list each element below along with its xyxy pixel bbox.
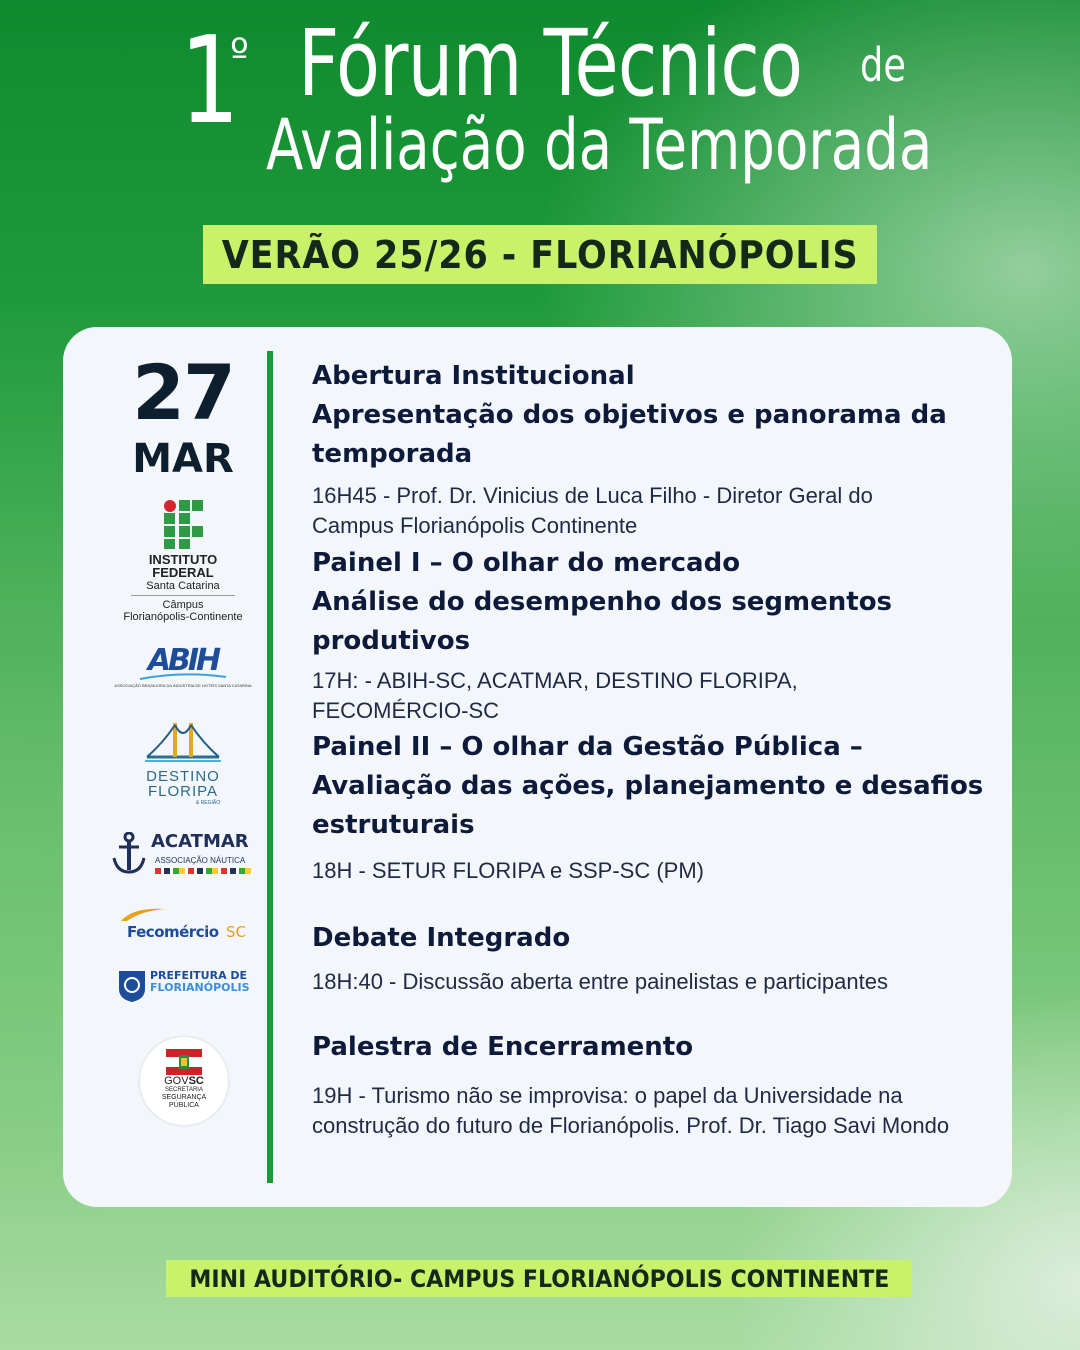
govsc-wordmark — [140, 1075, 228, 1087]
location-text: MINI AUDITÓRIO- CAMPUS FLORIANÓPOLIS CONTINENTE — [189, 1264, 889, 1293]
closing-detail-1: 19H - Turismo não se improvisa: o papel da Universidade na — [312, 1083, 903, 1108]
panel2-subheading-1: Avaliação das ações, planejamento e desafios — [312, 771, 984, 801]
prefeitura-shield-icon — [118, 969, 146, 1003]
season-banner-text: VERÃO 25/26 - FLORIANÓPOLIS — [221, 232, 859, 277]
debate-detail-1: 18H:40 - Discussão aberta entre painelistas e participantes — [312, 969, 888, 994]
event-month: MAR — [132, 436, 234, 482]
panel1-heading: Painel I – O olhar do mercado — [312, 548, 741, 578]
title-line-1: Fórum Técnico — [298, 10, 803, 117]
abih-logo — [103, 645, 263, 688]
debate-heading: Debate Integrado — [312, 923, 571, 953]
bridge-icon — [143, 717, 223, 763]
govsc-ssp-logo — [140, 1037, 228, 1125]
abih-subtitle: ASSOCIAÇÃO BRASILEIRA DA INDÚSTRIA DE HOTÉIS SANTA CATARINA — [114, 683, 252, 688]
abih-mark: ABIH — [147, 643, 219, 678]
acatmar-flags — [155, 868, 251, 874]
title-ordinal: º — [230, 31, 249, 77]
govsc-gov: GOV — [164, 1075, 189, 1087]
ifsc-line-1: INSTITUTO — [148, 552, 218, 567]
panel2-subheading-2: estruturais — [312, 810, 475, 840]
fecomercio-wordmark — [127, 923, 246, 942]
location-banner — [166, 1260, 912, 1297]
panel1-detail-2: FECOMÉRCIO-SC — [312, 698, 499, 723]
panel1-subheading-1: Análise do desempenho dos segmentos — [312, 587, 893, 617]
govsc-line-1: SECRETARIA — [165, 1087, 203, 1093]
title-line-2: Avaliação da Temporada — [266, 104, 933, 186]
event-title — [0, 0, 1080, 200]
closing-detail-2: construção do futuro de Florianópolis. Prof. Dr. Tiago Savi Mondo — [312, 1113, 950, 1138]
destino-line-3: & REGIÃO — [195, 800, 221, 806]
fecomercio-swoosh-icon — [119, 905, 169, 923]
fecomercio-state: SC — [226, 923, 247, 941]
ifsc-line-2: FEDERAL — [152, 565, 214, 580]
acatmar-name: ACATMAR — [151, 831, 249, 852]
govsc-line-3: PÚBLICA — [169, 1102, 199, 1109]
closing-heading: Palestra de Encerramento — [312, 1032, 694, 1062]
fecomercio-name: Fecomércio — [127, 923, 219, 941]
ifsc-line-5: Florianópolis-Continente — [123, 611, 243, 623]
ifsc-logo — [103, 499, 263, 623]
ifsc-mark-icon — [163, 499, 203, 549]
opening-heading: Abertura Institucional — [312, 361, 635, 391]
panel2-detail-1: 18H - SETUR FLORIPA e SSP-SC (PM) — [312, 858, 705, 883]
ifsc-line-3: Santa Catarina — [131, 579, 235, 596]
season-banner — [203, 225, 877, 284]
opening-subheading-1: Apresentação dos objetivos e panorama da — [312, 400, 947, 430]
prefeitura-line-1: PREFEITURA DE — [150, 969, 248, 982]
panel2-heading: Painel II – O olhar da Gestão Pública – — [312, 732, 863, 762]
opening-detail-2: Campus Florianópolis Continente — [312, 513, 638, 538]
destino-floripa-logo — [103, 717, 263, 807]
panel1-subheading-2: produtivos — [312, 626, 471, 656]
program-card — [63, 327, 1012, 1207]
opening-subheading-2: temporada — [312, 439, 473, 469]
event-day: 27 — [132, 348, 234, 437]
destino-line-2: FLORIPA — [147, 783, 219, 800]
title-number: 1 — [180, 12, 235, 151]
destino-line-1: DESTINO — [146, 768, 220, 785]
prefeitura-line-2: FLORIANÓPOLIS — [150, 981, 250, 994]
panel1-detail-1: 17H: - ABIH-SC, ACATMAR, DESTINO FLORIPA, — [312, 668, 798, 693]
ifsc-line-4: Câmpus — [162, 599, 204, 611]
acatmar-subtitle: ASSOCIAÇÃO NÁUTICA — [155, 856, 246, 865]
opening-detail-1: 16H45 - Prof. Dr. Vinicius de Luca Filho - Diretor Geral do — [312, 483, 873, 508]
govsc-line-2: SEGURANÇA — [161, 1094, 207, 1101]
sc-flag-icon — [166, 1049, 202, 1075]
govsc-sc: SC — [188, 1075, 204, 1087]
anchor-icon — [111, 832, 147, 874]
title-de: de — [860, 38, 906, 92]
